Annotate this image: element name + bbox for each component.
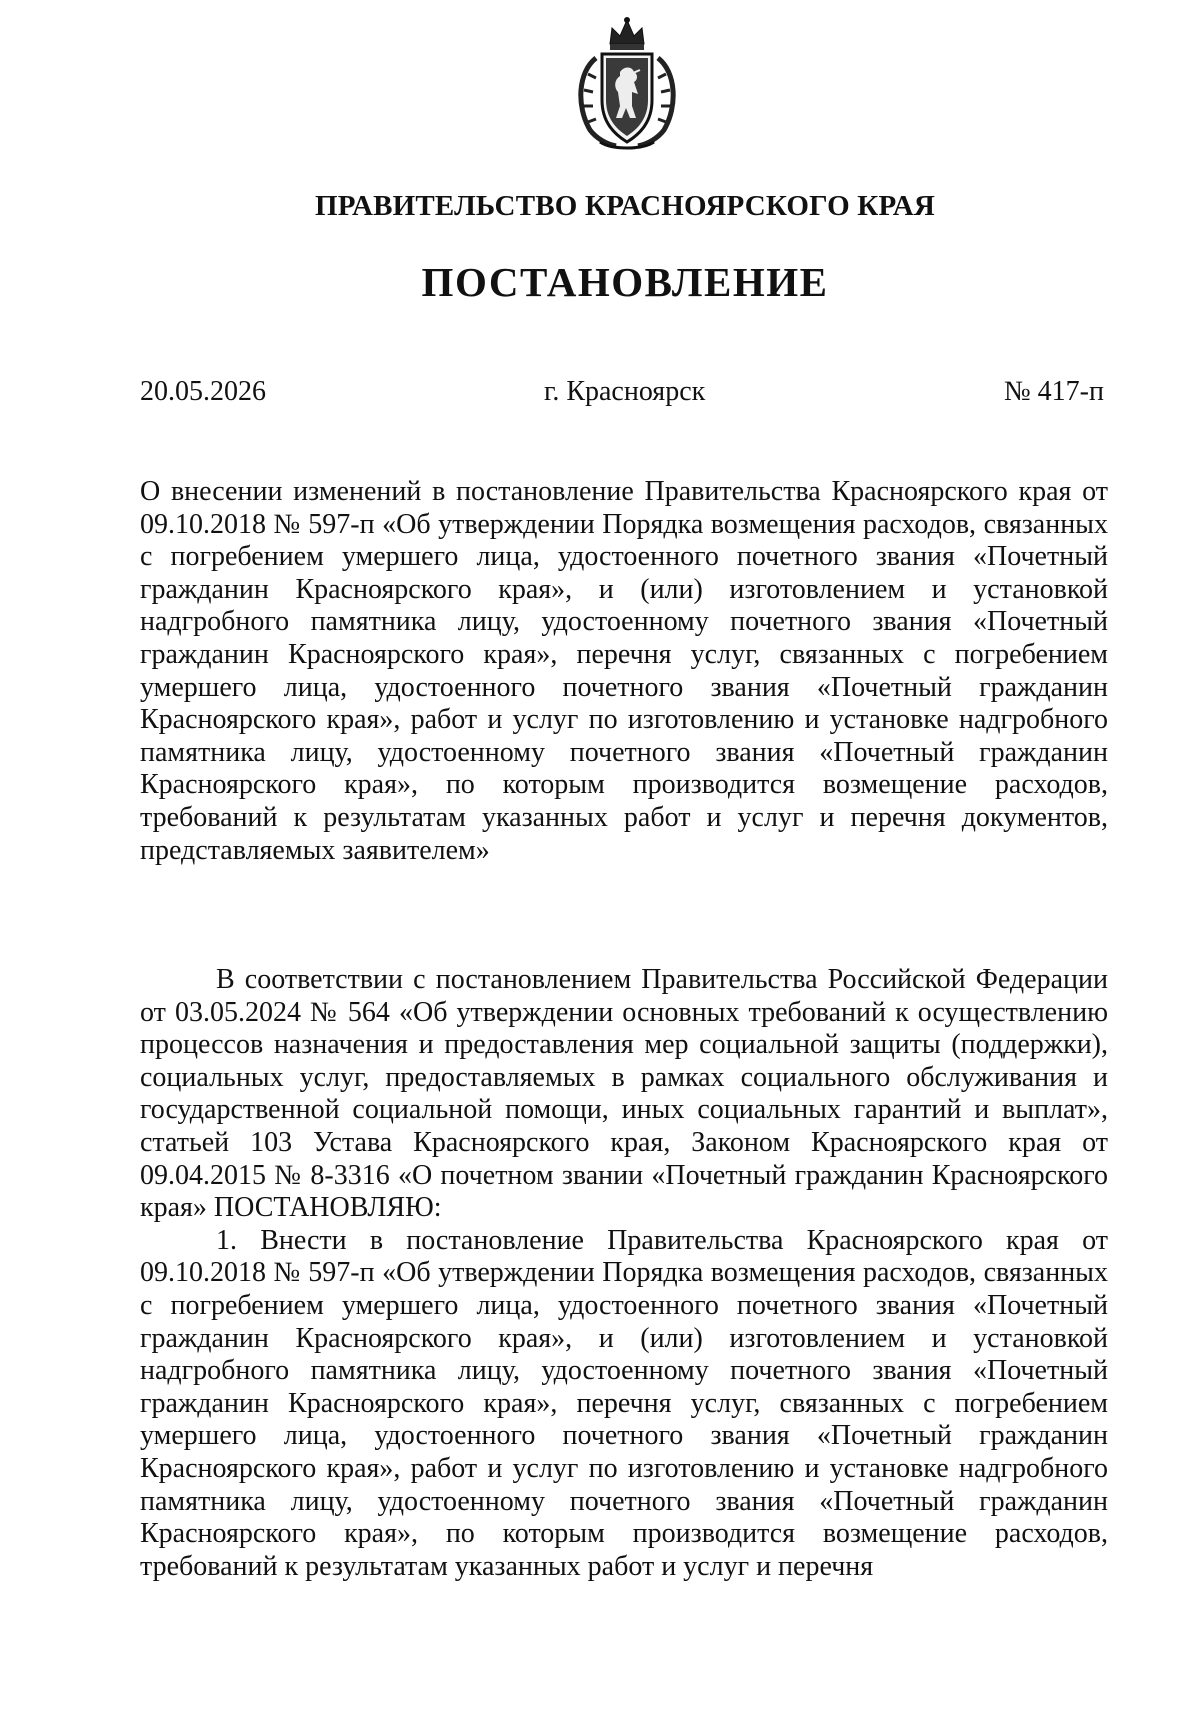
organization-title: ПРАВИТЕЛЬСТВО КРАСНОЯРСКОГО КРАЯ [314,190,936,222]
document-body [140,964,1108,1583]
item-1-paragraph: 1. Внести в постановление Правительства Красноярского края от 09.10.2018 № 597-п «Об утверждении Порядка возмещения расходов, связанных с погребением умершего лица, удостоенного почетного звания «Почетный гражданин Красноярского края», и (или) изготовлением и установкой надгробного памятника лицу, удостоенному почетного звания «Почетный гражданин Красноярского края», перечня услуг, связанных с погребением умершего лица, удостоенного почетного звания «Почетный гражданин Красноярского края», работ и услуг по изготовлению и установке надгробного памятника лицу, удостоенному почетного звания «Почетный гражданин Красноярского края», по которым производится возмещение расходов, требований к результатам указанных работ и услуг и перечня [140,1224,1108,1582]
document-subject [140,476,1108,867]
document-number: № 417-п [1003,376,1104,407]
document-date: 20.05.2026 [140,376,266,407]
subject-paragraph: О внесении изменений в постановление Правительства Красноярского края от 09.10.2018 № 597-п «Об утверждении Порядка возмещения расходов, связанных с погребением умершего лица, удостоенного почетного звания «Почетный гражданин Красноярского края», и (или) изготовлением и установкой надгробного памятника лицу, удостоенному почетного звания «Почетный гражданин Красноярского края», перечня услуг, связанных с погребением умершего лица, удостоенного почетного звания «Почетный гражданин Красноярского края», работ и услуг по изготовлению и установке надгробного памятника лицу, удостоенному почетного звания «Почетный гражданин Красноярского края», по которым производится возмещение расходов, требований к результатам указанных работ и услуг и перечня документов, представляемых заявителем» [140,476,1108,866]
document-type-title: ПОСТАНОВЛЕНИЕ [421,259,829,305]
preamble-paragraph: В соответствии с постановлением Правительства Российской Федерации от 03.05.2024 № 564 «Об утверждении основных требований к осуществлению процессов назначения и предоставления мер социальной защиты (поддержки), социальных услуг, предоставляемых в рамках социального обслуживания и государственной социальной помощи, иных социальных гарантий и выплат», статьей 103 Устава Красноярского края, Законом Красноярского края от 09.04.2015 № 8-3316 «О почетном звании «Почетный гражданин Красноярского края» ПОСТАНОВЛЯЮ: [140,964,1108,1224]
coat-of-arms-icon [566,14,688,152]
document-city: г. Красноярск [544,376,706,407]
